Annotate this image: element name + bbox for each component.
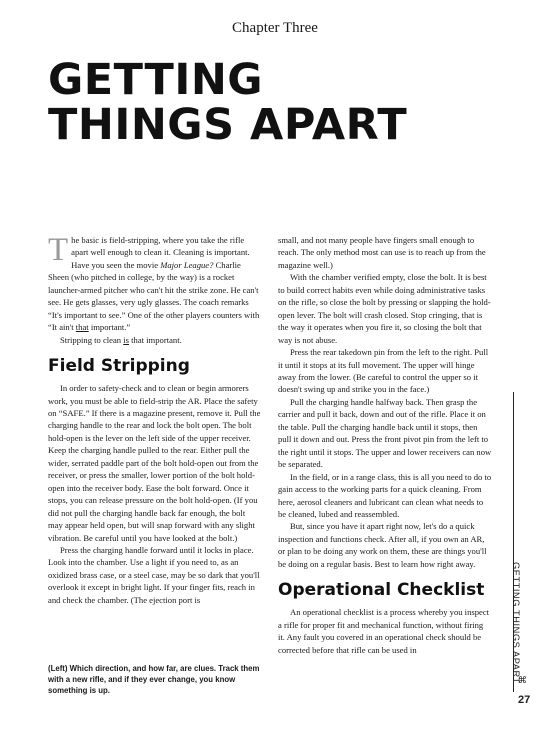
intro-text-a: he basic is field-stripping, where you take the rifle apart well enough to clean it. Cleaning is important. Have you seen the movie (71, 235, 250, 270)
body-paragraph: Press the charging handle forward until it locks in place. Look into the chamber. Use a light if you need to, as an oxidized brass case, or a steel case, may be so dark that you'll overlook it except in bright light. If your finger fits, reach in and check the chamber. (The ejection port is (48, 544, 260, 605)
photo-caption: (Left) Which direction, and how far, are clues. Track them with a new rifle, and if they ever change, you know something is up. (48, 664, 260, 695)
drop-cap: T (48, 232, 69, 268)
strip-emphasis: is (123, 334, 129, 345)
section-heading-operational-checklist: Operational Checklist (278, 580, 485, 601)
intro-paragraph (48, 234, 262, 334)
running-head: GETTING THINGS APART (511, 562, 521, 684)
page-number: 27 (518, 694, 531, 706)
body-paragraph: Pull the charging handle halfway back. Then grasp the carrier and pull it back, down and out of the rifle. Place it on the table. Pull the charging handle back until it stops, then pull it down and out. Press the front pivot pin from the left to the right until it stops. The upper and lower receivers can now be separated. (278, 396, 492, 470)
section-mark-icon: ⌘ (518, 676, 527, 686)
body-paragraph: An operational checklist is a process whereby you inspect a rifle for proper fit and mechanical function, without firing it. Any fault you covered in an operational check should be corrected before that rifle can be used in (278, 607, 490, 655)
body-paragraph: With the chamber verified empty, close the bolt. It is best to build correct habits even while doing administrative tasks on the rifle, so close the bolt by pressing or slapping the hold-open lever. The bolt will crash closed. Stop cringing, that is the way it operates when you fire it, so closing the bolt that way is not abuse. (278, 272, 491, 345)
intro-emphasis: that (75, 322, 89, 333)
right-column (278, 234, 492, 656)
body-paragraph: small, and not many people have fingers small enough to reach. The only method most can use is to reach up from the magazine well.) (278, 235, 486, 270)
chapter-label: Chapter Three (232, 20, 318, 36)
body-paragraph: But, since you have it apart right now, let's do a quick inspection and functions check. After all, if you own an AR, or plan to be doing any work on them, these are things you'll be doing on a regular basis. Best to learn how right away. (278, 521, 487, 569)
title-line-2: THINGS APART (48, 100, 408, 150)
body-paragraph: In the field, or in a range class, this is all you need to do to gain access to the working parts for a quick cleaning. From here, aerosol cleaners and lubricant can clean what needs to be cleaned, lubed and reassembled. (278, 471, 492, 519)
section-heading-field-stripping: Field Stripping (48, 356, 190, 377)
intro-text-c: important.” (88, 322, 131, 333)
chapter-title (48, 55, 408, 150)
body-paragraph: Press the rear takedown pin from the left to the right. Pull it until it stops at its full movement. The upper will hinge away from the lower. (Be careful to control the upper so it doesn't swing up and strike you in the face.) (278, 347, 489, 395)
movie-title: Major League? (160, 259, 214, 270)
title-line-1: GETTING (48, 55, 264, 105)
strip-text-a: Stripping to clean (60, 334, 124, 345)
stripping-paragraph (48, 334, 262, 346)
body-paragraph: In order to safety-check and to clean or begin armorers work, you must be able to field-strip the AR. Place the safety on “SAFE.” If there is a magazine present, remove it. Pull the charging handle to the rear and lock the bolt open. The bolt hold-open is the lever on the left side of the upper receiver. Keep the charging handle pulled to the rear. Either pull the wider, serrated paddle part of the bolt hold-open out from the receiver, or press the smaller, lower portion of the bolt hold-open into the receiver body. Ease the bolt forward. Once it stops, you can release pressure on the bolt hold-open. (If you did not pull the charging handle back far enough, the bolt may appear held open, but will snap forward with any slight vibration. Be careful until you have looked at the bolt.) (48, 383, 261, 543)
intro-text-b: Charlie Sheen (who pitched in college, by the way) is a rocket launcher-armed pitcher who can't hit the strike zone. He can't see. He gets glasses, very ugly glasses. The coach remarks “It's important to see.” One of the other players counters with “It ain't (48, 259, 260, 333)
strip-text-b: that important. (128, 334, 182, 345)
left-column (48, 234, 262, 606)
